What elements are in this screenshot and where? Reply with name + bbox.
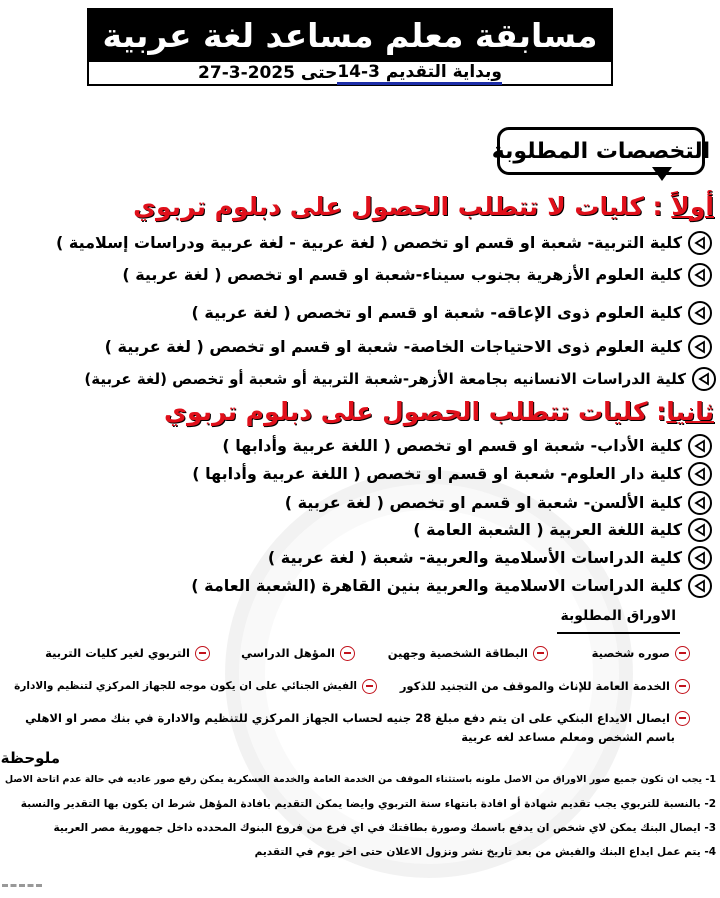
section2-title: : كليات تتطلب الحصول على دبلوم تربوي	[164, 397, 667, 426]
section1-number: أولاً	[671, 192, 714, 221]
list-item: كلية اللغة العربية ( الشعبة العامة )	[413, 515, 712, 545]
arrow-left-icon	[688, 462, 712, 486]
arrow-left-icon	[688, 491, 712, 515]
arrow-left-icon	[688, 546, 712, 570]
doc-item: التربوي لغير كليات التربية	[45, 642, 210, 664]
date-end: حتى 2025-3-27	[198, 63, 338, 83]
list-item: كلية دار العلوم- شعبة او قسم او تخصص ( اللغة عربية وأدابها )	[192, 459, 712, 489]
bottom-divider	[2, 884, 42, 887]
note-item: 2- بالنسبة للتربوي يجب تقديم شهادة أو افادة بانتهاء سنة التربوي وايضا يمكن التقديم بافادة المؤهل شرط ان يكون بها التقدير والنسبة	[20, 798, 716, 810]
bubble-tail	[652, 167, 672, 181]
doc-item-continued: باسم الشخص ومعلم مساعد لغه عربية	[461, 730, 675, 744]
arrow-left-icon	[688, 301, 712, 325]
minus-icon	[533, 646, 548, 661]
doc-item: ايصال الايداع البنكي على ان يتم دفع مبلغ 28 جنيه لحساب الجهاز المركزي للتنظيم والادارة في بنك مصر او الاهلي	[25, 707, 690, 729]
minus-icon	[362, 679, 377, 694]
section1-heading	[133, 189, 714, 225]
arrow-left-icon	[692, 367, 716, 391]
date-start: وبداية التقديم 3-14	[337, 62, 502, 85]
papers-label: الاوراق المطلوبة	[557, 608, 681, 634]
doc-item: المؤهل الدراسي	[241, 642, 355, 664]
doc-item: الفيش الجنائي على ان يكون موجه للجهاز المركزي لتنظيم والادارة	[14, 675, 377, 697]
doc-item: الخدمة العامة للإناث والموقف من التجنيد للذكور	[400, 675, 690, 697]
minus-icon	[340, 646, 355, 661]
note-item: 3- ايصال البنك يمكن لاي شخص ان يدفع باسمك وصورة بطاقتك في اي فرع من فروع البنوك المحدده داخل جمهورية مصر العربية	[53, 822, 716, 834]
doc-item: صوره شخصية	[592, 642, 690, 664]
section2-number: ثانيا	[666, 397, 714, 426]
list-item: كلية التربية- شعبة او قسم او تخصص ( لغة عربية - لغة عربية ودراسات إسلامية )	[56, 228, 712, 258]
list-item: كلية الدراسات الاسلامية والعربية بنين القاهرة (الشعبة العامة )	[191, 571, 712, 601]
list-item: كلية العلوم الأزهرية بجنوب سيناء-شعبة او قسم او تخصص ( لغة عربية )	[122, 260, 712, 290]
specializations-bubble: التخصصات المطلوبة	[497, 127, 705, 175]
section1-title: : كليات لا تتطلب الحصول على دبلوم تربوي	[133, 192, 672, 221]
list-item: كلية الأداب- شعبة او قسم او تخصص ( اللغة عربية وأدابها )	[222, 431, 712, 461]
note-item: 1- يجب ان تكون جميع صور الاوراق من الاصل ملونه باستثناء الموقف من الخدمة العامة والخدمة العسكرية يمكن رفع صور عاديه في حالة عدم اتاحة الاصل	[4, 774, 716, 785]
doc-item: البطاقة الشخصية وجهين	[388, 642, 548, 664]
list-item: كلية الدراسات الانسانيه بجامعة الأزهر-شعبة التربية أو شعبة أو تخصص (لغة عربية)	[84, 364, 716, 394]
note-item: 4- يتم عمل ايداع البنك والفيش من بعد تاريخ نشر ونزول الاعلان حتى اخر يوم في التقديم	[254, 846, 716, 858]
notes-title: ملوحظة	[0, 749, 60, 767]
minus-icon	[675, 646, 690, 661]
list-item: كلية العلوم ذوى الاحتياجات الخاصة- شعبة او قسم او تخصص ( لغة عربية )	[105, 332, 712, 362]
minus-icon	[675, 679, 690, 694]
section2-heading	[164, 394, 714, 430]
minus-icon	[675, 711, 690, 726]
list-item: كلية الدراسات الأسلامية والعربية- شعبة ( لغة عربية )	[268, 543, 712, 573]
application-dates	[87, 62, 613, 86]
arrow-left-icon	[688, 231, 712, 255]
arrow-left-icon	[688, 574, 712, 598]
list-item: كلية الألسن- شعبة او قسم او تخصص ( لغة عربية )	[285, 488, 712, 518]
arrow-left-icon	[688, 434, 712, 458]
minus-icon	[195, 646, 210, 661]
arrow-left-icon	[688, 335, 712, 359]
arrow-left-icon	[688, 263, 712, 287]
page-title: مسابقة معلم مساعد لغة عربية	[87, 8, 613, 62]
arrow-left-icon	[688, 518, 712, 542]
list-item: كلية العلوم ذوى الإعاقه- شعبة او قسم او تخصص ( لغة عربية )	[192, 298, 713, 328]
